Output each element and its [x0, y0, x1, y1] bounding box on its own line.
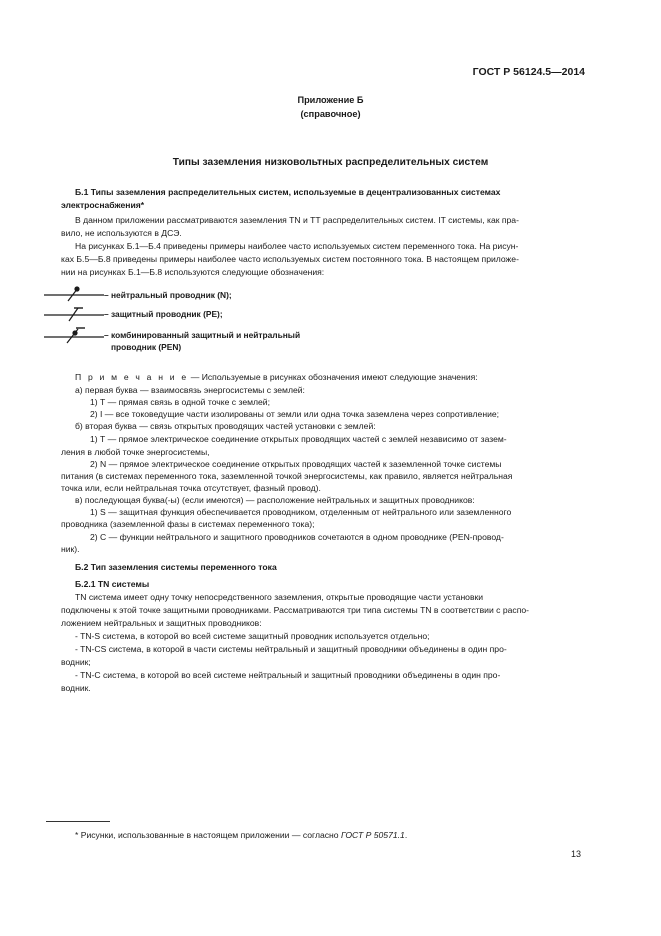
note-item-c2-line2: ник). — [61, 544, 80, 554]
footnote-text: * Рисунки, использованные в настоящем приложении — согласно — [75, 830, 341, 840]
neutral-conductor-symbol — [44, 286, 104, 301]
main-title: Типы заземления низковольтных распределительных систем — [172, 157, 489, 168]
legend-neutral-label: – нейтральный проводник (N); — [104, 290, 232, 300]
note-item-b1-line1: 1) Т — прямое электрическое соединение открытых проводящих частей с землей независимо от зазем- — [90, 434, 507, 444]
footnote — [75, 829, 407, 841]
protective-conductor-symbol — [44, 308, 104, 321]
b21-paragraph-line3: ложением нейтральных и защитных проводников: — [61, 618, 262, 628]
footnote-reference: ГОСТ Р 50571.1 — [340, 830, 405, 840]
note-label: П р и м е ч а н и е — [75, 372, 189, 382]
b21-paragraph-line1: TN система имеет одну точку непосредственного заземления, открытые проводящие части установки — [75, 592, 484, 602]
note-item-a1: 1) Т — прямая связь в одной точке с землей; — [90, 397, 270, 407]
b21-list-item-tn-c-line1: - TN-C система, в которой во всей системе нейтральный и защитный проводники объединены в один про- — [75, 670, 501, 680]
section-b1-heading-line2: электроснабжения* — [61, 200, 145, 210]
footnote-separator — [46, 821, 110, 822]
note-item-b2-line1: 2) N — прямое электрическое соединение открытых проводящих частей к заземленной точке системы — [90, 459, 502, 469]
pen-conductor-symbol — [44, 328, 104, 343]
note-item-c1-line1: 1) S — защитная функция обеспечивается проводником, отделенным от нейтрального или заземленного — [90, 507, 512, 517]
b1-paragraph1-line1: В данном приложении рассматриваются заземления TN и TT распределительных систем. IT системы, как пра- — [75, 215, 519, 225]
note-item-b2-line3: точка или, если нейтральная точка отсутствует, фазный провод). — [61, 483, 321, 493]
b1-paragraph2-line3: нии на рисунках Б.1—Б.8 используются следующие обозначения: — [61, 267, 325, 277]
note-item-b: б) вторая буква — связь открытых проводящих частей установки с землей: — [75, 421, 376, 431]
section-b1-heading-line1: Б.1 Типы заземления распределительных систем, используемые в децентрализованных системах — [75, 187, 501, 197]
standard-code: ГОСТ Р 56124.5—2014 — [472, 66, 585, 78]
b1-paragraph2-line2: ках Б.5—Б.8 приведены примеры наиболее часто используемых систем постоянного тока. В настоящем приложе- — [61, 254, 519, 264]
b21-list-item-tn-s: - TN-S система, в которой во всей системе защитный проводник используется отдельно; — [75, 631, 430, 641]
note-intro — [75, 371, 478, 383]
b21-paragraph-line2: подключены к этой точке защитными проводниками. Рассматриваются три типа системы TN в соответствии с распо- — [61, 605, 530, 615]
legend-protective-label: – защитный проводник (PE); — [104, 309, 223, 319]
b21-list-item-tn-cs-line1: - TN-CS система, в которой в части системы нейтральный и защитный проводники объединены в один про- — [75, 644, 507, 654]
legend-pen-label-line2: проводник (PEN) — [111, 342, 182, 352]
note-item-c2-line1: 2) C — функции нейтрального и защитного проводников сочетаются в одном проводнике (PEN-провод- — [90, 532, 504, 542]
b21-list-item-tn-c-line2: водник. — [61, 683, 91, 693]
note-item-b1-line2: ления в любой точке энергосистемы, — [61, 447, 210, 457]
note-item-c: в) последующая буква(-ы) (если имеются) — расположение нейтральных и защитных проводников: — [75, 495, 475, 505]
b21-list-item-tn-cs-line2: водник; — [61, 657, 91, 667]
note-item-a2: 2) I — все токоведущие части изолированы от земли или одна точка заземлена через сопротивление; — [90, 409, 500, 419]
legend-pen-label-line1: – комбинированный защитный и нейтральный — [104, 330, 301, 340]
b1-paragraph2-line1: На рисунках Б.1—Б.4 приведены примеры наиболее часто используемых систем переменного тока. На рисун- — [75, 241, 519, 251]
footnote-end: . — [404, 830, 408, 840]
note-item-b2-line2: питания (в системах переменного тока, заземленной точкой энергосистемы, как правило, является нейтральная — [61, 471, 513, 481]
section-b2-heading: Б.2 Тип заземления системы переменного тока — [75, 562, 277, 572]
section-b21-heading: Б.2.1 TN системы — [75, 579, 150, 589]
page-number: 13 — [570, 849, 581, 859]
conductor-symbols — [44, 284, 106, 354]
appendix-subtitle: (справочное) — [300, 109, 361, 119]
appendix-title: Приложение Б — [297, 95, 364, 105]
note-item-c1-line2: проводника (заземленной фазы в системах переменного тока); — [61, 519, 315, 529]
note-item-a: а) первая буква — взаимосвязь энергосистемы с землей: — [75, 385, 305, 395]
note-intro-text: — Используемые в рисунках обозначения имеют следующие значения: — [188, 372, 478, 382]
b1-paragraph1-line2: вило, не используются в ДСЭ. — [61, 228, 182, 238]
